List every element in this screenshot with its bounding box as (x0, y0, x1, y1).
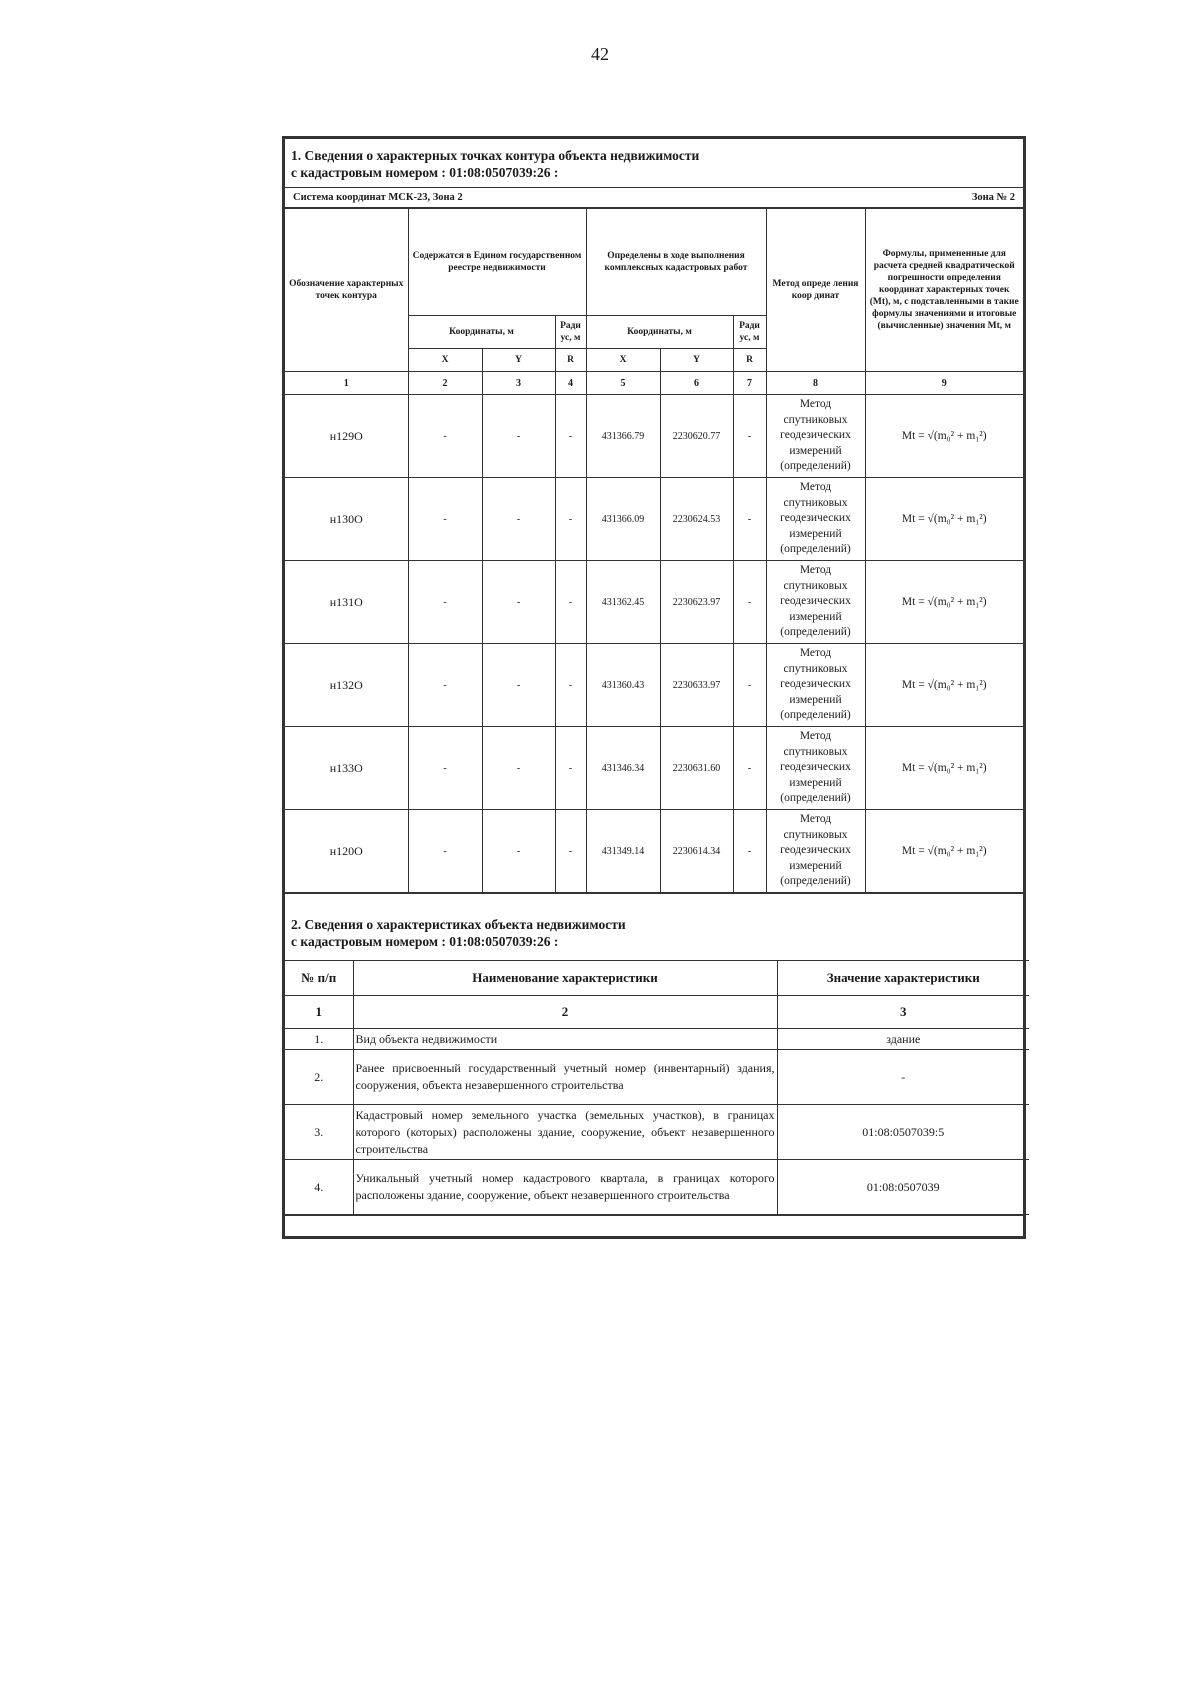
header-complex: Определены в ходе выполнения комплексных кадастровых работ (586, 209, 766, 316)
document-frame (282, 136, 1026, 1239)
characteristic-row (285, 1160, 1029, 1215)
point-row (285, 395, 1023, 478)
egrn-x: - (408, 395, 482, 478)
header-num: № п/п (285, 961, 353, 996)
egrn-y: - (482, 727, 555, 810)
header-point-designation: Обозначение характерных точек контура (285, 209, 408, 372)
point-designation: н130О (285, 478, 408, 561)
point-row (285, 810, 1023, 893)
characteristic-value: здание (777, 1029, 1029, 1050)
characteristic-name: Кадастровый номер земельного участка (земельных участков), в границах которого (которых) расположены здание, сооружение, объект незавершенного строительства (353, 1105, 777, 1160)
egrn-y: - (482, 395, 555, 478)
complex-x: 431360.43 (586, 644, 660, 727)
points-table (285, 208, 1023, 893)
characteristic-value: 01:08:0507039:5 (777, 1105, 1029, 1160)
column-numbers-row (285, 372, 1023, 395)
section2-title (285, 894, 1023, 960)
point-row (285, 727, 1023, 810)
section2 (285, 893, 1023, 1236)
egrn-r: - (555, 810, 586, 893)
complex-x: 431366.09 (586, 478, 660, 561)
header-radius-complex: Ради ус, м (733, 316, 766, 349)
column-number: 2 (408, 372, 482, 395)
characteristic-row (285, 1105, 1029, 1160)
point-designation: н132О (285, 644, 408, 727)
formula-cell: Mt = √(m₀² + m₁²) (865, 561, 1023, 644)
column-number: 7 (733, 372, 766, 395)
row-number: 4. (285, 1160, 353, 1215)
complex-x: 431362.45 (586, 561, 660, 644)
complex-r: - (733, 810, 766, 893)
complex-x: 431366.79 (586, 395, 660, 478)
section2-title-line1: 2. Сведения о характеристиках объекта недвижимости (291, 917, 626, 932)
characteristic-value: 01:08:0507039 (777, 1160, 1029, 1215)
section1-title-line1: 1. Сведения о характерных точках контура объекта недвижимости (291, 148, 700, 163)
characteristics-table (285, 960, 1029, 1215)
egrn-x: - (408, 810, 482, 893)
column-number: 3 (777, 996, 1029, 1029)
header-r-egrn: R (555, 349, 586, 372)
complex-r: - (733, 727, 766, 810)
complex-x: 431349.14 (586, 810, 660, 893)
point-row (285, 478, 1023, 561)
egrn-x: - (408, 644, 482, 727)
method-cell: Метод спутниковых геодезических измерений (определений) (766, 810, 865, 893)
header-y-complex: Y (660, 349, 733, 372)
complex-r: - (733, 478, 766, 561)
egrn-x: - (408, 561, 482, 644)
complex-r: - (733, 644, 766, 727)
egrn-y: - (482, 561, 555, 644)
complex-r: - (733, 561, 766, 644)
characteristic-name: Уникальный учетный номер кадастрового квартала, в границах которого расположены здание, сооружение, объект незавершенного строительства (353, 1160, 777, 1215)
coord-system-label: Система координат МСК-23, Зона 2 (293, 192, 463, 203)
complex-y: 2230624.53 (660, 478, 733, 561)
row-number: 2. (285, 1050, 353, 1105)
header-x-egrn: X (408, 349, 482, 372)
column-numbers-row (285, 996, 1029, 1029)
page-number: 42 (591, 44, 609, 64)
method-cell: Метод спутниковых геодезических измерений (определений) (766, 561, 865, 644)
section1-title (285, 139, 1023, 188)
point-designation: н133О (285, 727, 408, 810)
point-designation: н120О (285, 810, 408, 893)
header-formula: Формулы, примененные для расчета средней квадратической погрешности определения координат характерных точек (Mt), м, с подставленными в такие формулы значениями и итоговые (вычисленные) значения Mt, м (865, 209, 1023, 372)
column-number: 5 (586, 372, 660, 395)
egrn-r: - (555, 478, 586, 561)
header-egrn: Содержатся в Едином государственном реестре недвижимости (408, 209, 586, 316)
column-number: 6 (660, 372, 733, 395)
column-number: 3 (482, 372, 555, 395)
complex-y: 2230633.97 (660, 644, 733, 727)
coord-system-row (285, 188, 1023, 208)
column-number: 1 (285, 996, 353, 1029)
header-y-egrn: Y (482, 349, 555, 372)
column-number: 2 (353, 996, 777, 1029)
header-value: Значение характеристики (777, 961, 1029, 996)
zone-label: Зона № 2 (971, 192, 1015, 203)
section2-title-line2: с кадастровым номером : 01:08:0507039:26 : (291, 934, 559, 949)
row-number: 3. (285, 1105, 353, 1160)
formula-cell: Mt = √(m₀² + m₁²) (865, 810, 1023, 893)
table-footer-row (285, 1215, 1023, 1236)
complex-y: 2230620.77 (660, 395, 733, 478)
egrn-r: - (555, 561, 586, 644)
complex-y: 2230623.97 (660, 561, 733, 644)
method-cell: Метод спутниковых геодезических измерений (определений) (766, 644, 865, 727)
header-x-complex: X (586, 349, 660, 372)
column-number: 4 (555, 372, 586, 395)
method-cell: Метод спутниковых геодезических измерений (определений) (766, 478, 865, 561)
method-cell: Метод спутниковых геодезических измерений (определений) (766, 395, 865, 478)
egrn-r: - (555, 644, 586, 727)
point-designation: н131О (285, 561, 408, 644)
complex-x: 431346.34 (586, 727, 660, 810)
egrn-y: - (482, 810, 555, 893)
formula-cell: Mt = √(m₀² + m₁²) (865, 395, 1023, 478)
characteristic-name: Вид объекта недвижимости (353, 1029, 777, 1050)
column-number: 9 (865, 372, 1023, 395)
column-number: 1 (285, 372, 408, 395)
point-row (285, 561, 1023, 644)
egrn-r: - (555, 727, 586, 810)
characteristic-row (285, 1050, 1029, 1105)
characteristic-name: Ранее присвоенный государственный учетный номер (инвентарный) здания, сооружения, объекта незавершенного строительства (353, 1050, 777, 1105)
header-r-complex: R (733, 349, 766, 372)
characteristic-value: - (777, 1050, 1029, 1105)
complex-y: 2230631.60 (660, 727, 733, 810)
header-method: Метод опреде ления коор динат (766, 209, 865, 372)
section1-title-line2: с кадастровым номером : 01:08:0507039:26 : (291, 165, 559, 180)
complex-r: - (733, 395, 766, 478)
header-coords-complex: Координаты, м (586, 316, 733, 349)
method-cell: Метод спутниковых геодезических измерений (определений) (766, 727, 865, 810)
egrn-x: - (408, 727, 482, 810)
characteristic-row (285, 1029, 1029, 1050)
header-name: Наименование характеристики (353, 961, 777, 996)
egrn-r: - (555, 395, 586, 478)
column-number: 8 (766, 372, 865, 395)
formula-cell: Mt = √(m₀² + m₁²) (865, 727, 1023, 810)
egrn-y: - (482, 644, 555, 727)
point-row (285, 644, 1023, 727)
egrn-y: - (482, 478, 555, 561)
row-number: 1. (285, 1029, 353, 1050)
formula-cell: Mt = √(m₀² + m₁²) (865, 478, 1023, 561)
header-radius-egrn: Ради ус, м (555, 316, 586, 349)
point-designation: н129О (285, 395, 408, 478)
formula-cell: Mt = √(m₀² + m₁²) (865, 644, 1023, 727)
complex-y: 2230614.34 (660, 810, 733, 893)
header-coords-egrn: Координаты, м (408, 316, 555, 349)
egrn-x: - (408, 478, 482, 561)
